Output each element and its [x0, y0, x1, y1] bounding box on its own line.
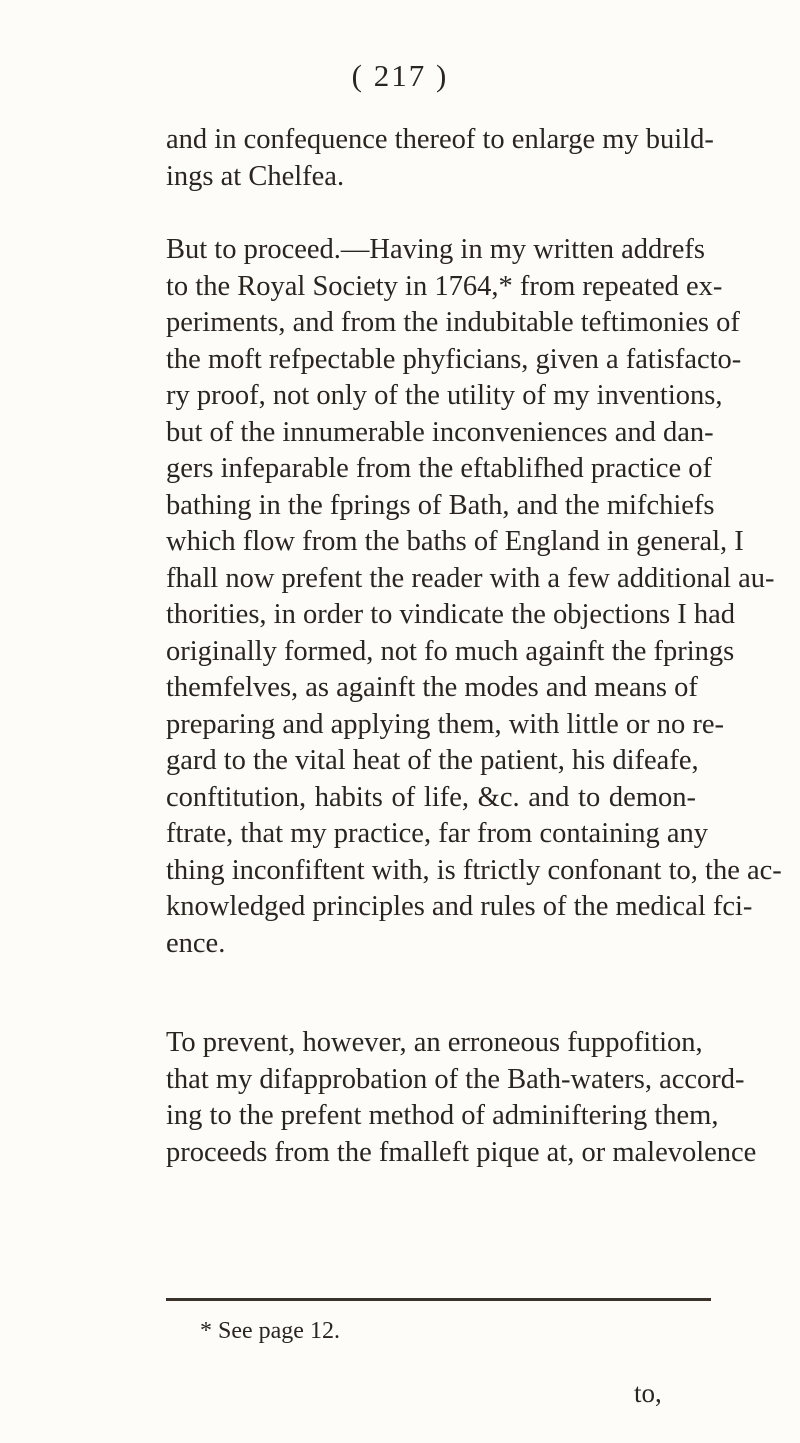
text-line: thorities, in order to vindicate the objections I had	[166, 599, 736, 630]
text-line: gard to the vital heat of the patient, his difeafe,	[166, 745, 699, 776]
page-number: ( 217 )	[351, 58, 449, 93]
footnote: * See page 12.	[200, 1318, 340, 1344]
paragraph-1	[166, 122, 714, 195]
footnote-divider	[166, 1298, 711, 1301]
text-line: But to proceed.—Having in my written addrefs	[166, 234, 705, 265]
text-line: To prevent, however, an erroneous fuppofition,	[166, 1027, 703, 1058]
catchword: to,	[634, 1378, 662, 1408]
text-line: preparing and applying them, with little or no re-	[166, 708, 724, 740]
text-line: which flow from the baths of England in general, I	[166, 526, 744, 557]
text-line: the moft refpectable phyficians, given a fatisfacto-	[166, 343, 742, 375]
text-line: ence.	[166, 927, 226, 959]
paragraph-2	[166, 232, 782, 962]
text-line: to the Royal Society in 1764,* from repeated ex-	[166, 270, 723, 302]
text-line: ry proof, not only of the utility of my inventions,	[166, 380, 723, 411]
text-line: knowledged principles and rules of the medical fci-	[166, 891, 753, 922]
text-line: but of the innumerable inconveniences and dan-	[166, 416, 714, 448]
text-line: themfelves, as againft the modes and means of	[166, 672, 698, 703]
paragraph-3	[166, 1025, 757, 1171]
text-line: bathing in the fprings of Bath, and the mifchiefs	[166, 489, 715, 521]
text-line: originally formed, not fo much againft the fprings	[166, 635, 735, 667]
text-line: gers infeparable from the eftablifhed practice of	[166, 453, 712, 484]
text-line: fhall now prefent the reader with a few additional au-	[166, 562, 775, 594]
text-line: conftitution, habits of life, &c. and to demon-	[166, 781, 696, 813]
text-line: and in confequence thereof to enlarge my build-	[166, 124, 714, 155]
text-line: that my difapprobation of the Bath-waters, accord-	[166, 1063, 745, 1095]
text-line: thing inconfiftent with, is ftrictly confonant to, the ac-	[166, 854, 782, 886]
text-line: ftrate, that my practice, far from containing any	[166, 818, 709, 849]
text-line: proceeds from the fmalleft pique at, or malevolence	[166, 1136, 757, 1168]
text-line: ing to the prefent method of adminiftering them,	[166, 1100, 719, 1131]
text-line: periments, and from the indubitable teftimonies of	[166, 307, 740, 338]
text-line: ings at Chelfea.	[166, 160, 345, 192]
